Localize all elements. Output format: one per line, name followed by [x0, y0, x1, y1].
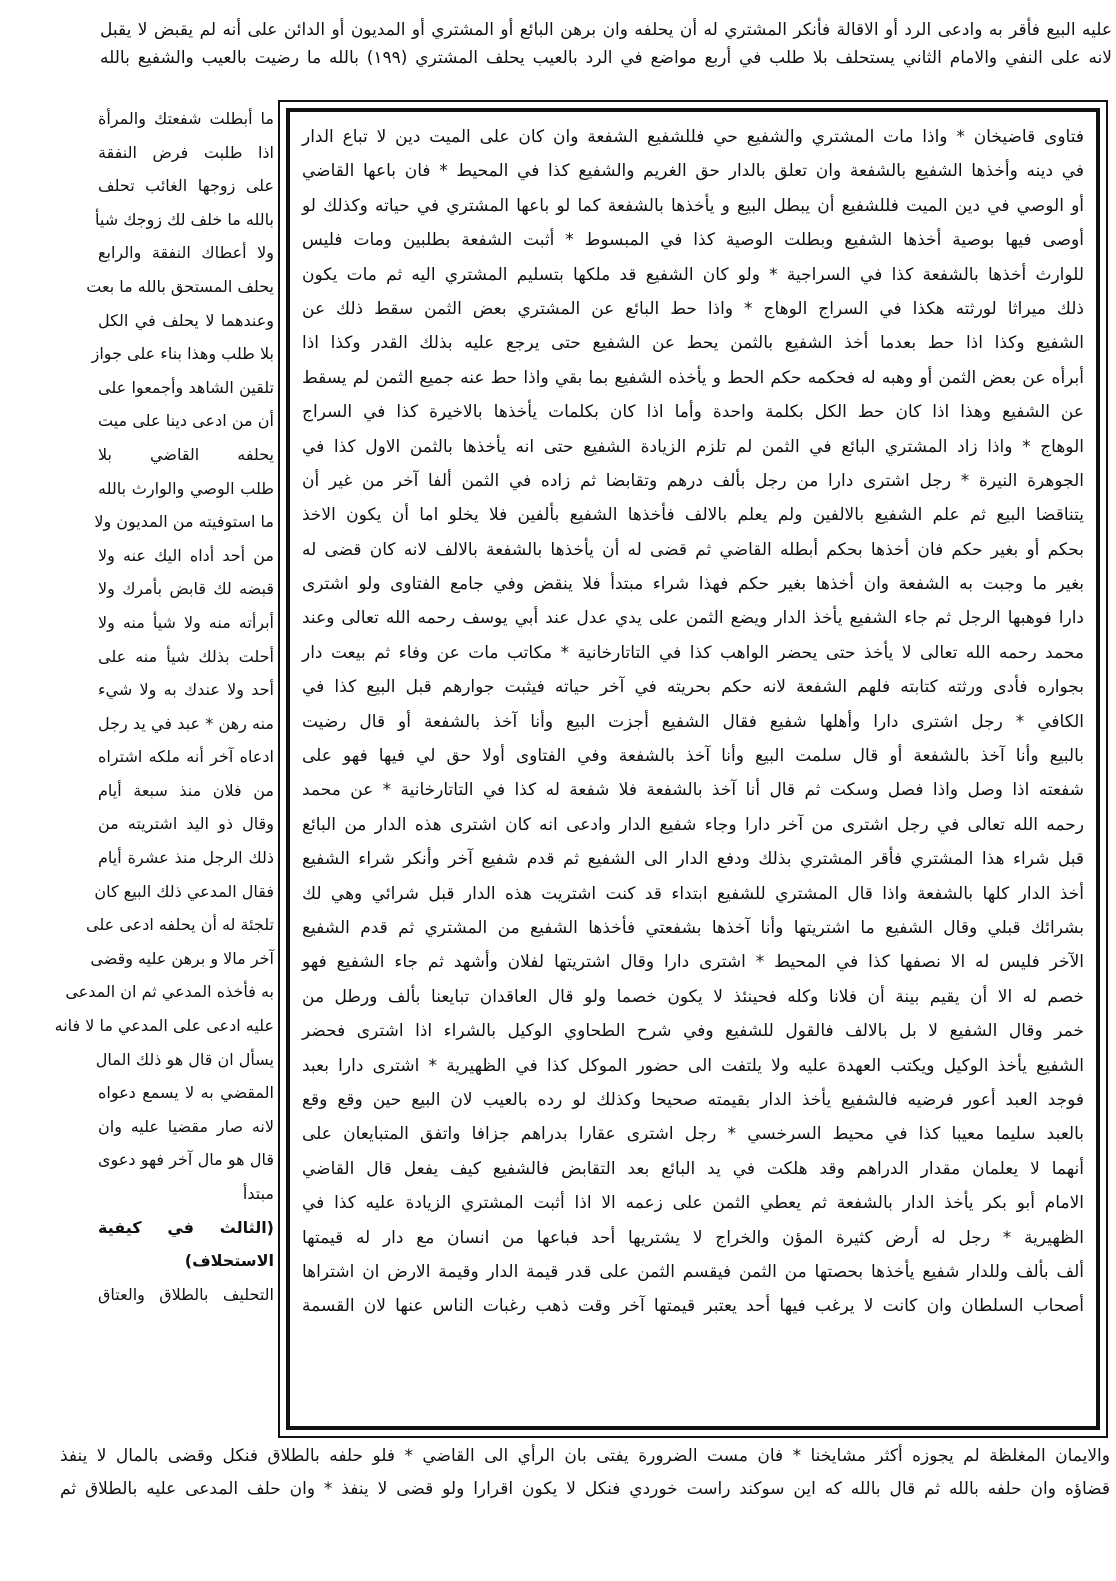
main-text-body — [302, 120, 1084, 1324]
main-text-line: رحمه الله تعالى في رجل اشترى من آخر دارا وجاء شفيع الدار وادعى انه كان اشترى هذه الدار من البائع — [302, 814, 1084, 835]
side-margin-line: أن من ادعى دينا على ميت — [98, 411, 274, 431]
side-margin-line: وقال ذو اليد اشتريته من — [98, 814, 274, 834]
main-text-line: أبرأه عن بعض الثمن أو وهبه له فحكمه حكم الحط و يأخذه الشفيع بما بقي واذا حط عنه جميع الثمن لم يسقط — [302, 367, 1084, 388]
side-margin-line: تلقين الشاهد وأجمعوا على — [98, 377, 274, 397]
main-text-line: فوجد العبد أعور فرضيه فالشفيع يأخذ الدار بقيمته صحيحا وكذلك لو رده بالعيب لان البيع حين وقع وقع — [302, 1089, 1084, 1110]
bottom-margin-text — [60, 1440, 1110, 1506]
main-text-line: أصحاب السلطان وان كانت لا يرغب فيها أحد يعتبر قيمتها آخر وقت ذهب رغبات الناس عنها لان القسمة — [302, 1296, 1084, 1317]
top-margin-line: عليه البيع فأقر به وادعى الرد أو الاقالة فأنكر المشتري له أن يحلفه وان برهن البائع أو المشتري أو المديون أو الدائن على أنه لم يقبض لا يقبل — [100, 20, 1112, 40]
side-margin-line: وعندهما لا يحلف في الكل — [98, 310, 274, 330]
main-text-line: دارا فوهبها الرجل ثم جاء الشفيع يأخذ الدار ويضع الثمن على يدي عدل عند أبي يوسف رحمه الله تعالى وعند — [302, 608, 1084, 629]
main-text-line: فتاوى قاضيخان * واذا مات المشتري والشفيع حي فللشفيع الشفعة وان كان على الميت دين لا تباع الدار — [302, 127, 1084, 147]
main-text-line: أخذ الدار كلها بالشفعة واذا قال المشتري للشفيع ابتداء قد كنت اشتريت هذه الدار قبل شرائي وهي لك — [302, 883, 1084, 904]
side-margin-line: ذلك الرجل منذ عشرة أيام — [98, 848, 274, 868]
side-margin-line: فقال المدعي ذلك البيع كان — [94, 881, 274, 901]
side-margin-line: آخر مالا و برهن عليه وقضى — [90, 948, 274, 968]
main-text-line: بجواره فأدى ورثته كتابته فلهم الشفعة لانه حكم بحريته في آخر حياته فيثبت جوارهم قبل البيع كذا في — [302, 677, 1084, 698]
side-margin-text — [54, 102, 274, 1311]
side-margin-line: يحلفه القاضي بلا — [98, 444, 274, 464]
main-text-line: أو الوصي في دين الميت فللشفيع أن يبطل البيع و يأخذها بالشفعة كما لو باعها المشتري في حياته وكذلك لو — [302, 195, 1084, 216]
main-text-line: الآخر فليس له الا نصفها كذا في المحيط * اشترى دارا وقال اشتريتها لفلان وأشهد ثم جاء الشفيع فهو — [302, 952, 1084, 973]
side-margin-line: يحلف المستحق بالله ما بعت — [86, 276, 274, 296]
main-text-line: يتناقضا البيع ثم علم الشفيع بالالفين ولم يعلم بالالف فأخذها الشفيع بألفين فلا يخلو اما أن يكون الاخذ — [302, 505, 1084, 526]
bottom-margin-line: والايمان المغلظة لم يجوزه أكثر مشايخنا * فان مست الضرورة يفتى بان الرأي الى القاضي * فلو حلفه بالطلاق فنكل وقضى بالمال لا ينفذ — [60, 1446, 1110, 1466]
side-margin-line: منه رهن * عبد في يد رجل — [98, 713, 274, 733]
side-margin-line: عليه ادعى على المدعي ما لا فانه — [54, 1016, 274, 1036]
side-margin-line: ما استوفيته من المديون ولا — [94, 512, 274, 532]
side-margin-line: بلا طلب وهذا بناء على جواز — [91, 344, 274, 364]
side-margin-line: مبتدأ — [242, 1184, 274, 1203]
side-margin-line: قال هو مال آخر فهو دعوى — [98, 1150, 274, 1170]
main-text-line: في دينه وأخذها الشفيع بالشفعة وان تعلق بالدار حق الغريم والشفيع كذا في المحيط * فان باعها القاضي — [302, 161, 1084, 182]
main-text-line: بحكم أو بغير حكم فان أخذها بحكم أبطله القاضي ثم قضى له أن يأخذها بالشفعة بالالف لانه كان قضى له — [302, 539, 1084, 560]
main-text-line: الكافي * رجل اشترى دارا وأهلها شفيع فقال الشفيع أجزت البيع وأنا آخذ بالشفعة أو قال رضيت — [302, 711, 1084, 732]
top-margin-line: لانه على النفي والامام الثاني يستحلف بلا طلب في أربع مواضع في الرد بالعيب يحلف المشتري (١٩٩) بالله ما رضيت بالعيب والشفيع بالله — [100, 48, 1112, 68]
main-text-line: ألف بألف وللدار شفيع يأخذها بحصتها من الثمن فيقسم الثمن على قدر قيمة الدار وقيمة الارض ان اشتراها — [302, 1261, 1084, 1282]
side-margin-heading: (الثالث في كيفية — [98, 1217, 274, 1237]
main-text-line: ذلك ميراثا لورثته هكذا في السراج الوهاج * واذا حط البائع عن المشتري بعض الثمن سقط ذلك عن — [302, 298, 1084, 319]
side-margin-line: اذا طلبت فرض النفقة — [98, 142, 274, 162]
main-text-line: بالعبد سليما معيبا كذا في محيط السرخسي * رجل اشترى عقارا بدراهم جزافا واتفق المتبايعان على — [302, 1124, 1084, 1145]
side-margin-line: ولا أعطاك النفقة والرابع — [98, 243, 274, 263]
side-margin-line: التحليف بالطلاق والعتاق — [98, 1284, 274, 1304]
main-text-line: الشفيع وكذا اذا حط بعدما أخذ الشفيع بالثمن يحط عن الشفيع حتى يرجع عليه بذلك القدر وكذا اذا — [302, 333, 1084, 354]
main-text-line: الوهاج * واذا زاد المشتري البائع في الثمن لم تلزم الزيادة الشفيع حتى انه يأخذها بالثمن الاول كذا في — [302, 436, 1084, 457]
main-text-frame-inner — [286, 108, 1100, 1430]
main-text-line: الامام أبو بكر يأخذ الدار بالشفعة ثم يعطي الثمن على زعمه الا اذا أثبت المشتري الزيادة عليه كذا في — [302, 1193, 1084, 1214]
main-text-line: بشرائك قبلي وقال الشفيع ما اشتريتها وأنا آخذها بشفعتي فأخذها الشفيع من المشتري ثم قدم الشفيع — [302, 917, 1084, 938]
side-margin-line: ما أبطلت شفعتك والمرأة — [98, 109, 274, 128]
side-margin-line: تلجئة له أن يحلفه ادعى على — [86, 915, 274, 935]
main-text-line: أنهما لا يعلمان مقدار الدراهم وقد هلكت في يد البائع بعد التقابض فالشفيع كيف يفعل قال القاضي — [302, 1158, 1084, 1179]
main-text-line: الجوهرة النيرة * رجل اشترى دارا من رجل بألف درهم وتقابضا ثم زاده في الثمن ألفا آخر من غير أن — [302, 470, 1084, 491]
main-text-line: خمر وقال الشفيع لا بل بالالف فالقول للشفيع وفي شرح الطحاوي الوكيل بالشراء اذا اشترى فحضر — [302, 1021, 1084, 1042]
side-margin-line: أحد ولا عندك به ولا شيء — [98, 680, 274, 700]
side-margin-line: من أحد أداه اليك عنه ولا — [98, 545, 274, 565]
side-margin-heading: الاستحلاف) — [184, 1251, 274, 1271]
main-text-line: عن الشفيع وهذا اذا كان حط الكل بكلمة واحدة وأما اذا كان بكلمات يأخذها بالاخيرة كذا في السراج — [302, 402, 1084, 423]
main-text-line: بالبيع وأنا آخذ بالشفعة أو قال سلمت البيع وأنا آخذ بالشفعة وفي الفتاوى أولا حق لي فيها فهو على — [302, 746, 1084, 767]
main-text-line: بغير ما وجبت به الشفعة وان أخذها بغير حكم فهذا شراء مبتدأ فلا ينقض وفي جامع الفتاوى ولو اشترى — [302, 574, 1084, 595]
side-margin-line: يسأل ان قال هو ذلك المال — [95, 1049, 274, 1069]
main-text-line: محمد رحمه الله تعالى لا يأخذ حتى يحضر الواهب كذا في التاتارخانية * مكاتب مات عن وفاء ثم بيعت دار — [302, 642, 1084, 663]
main-text-line: قبل شراء هذا المشتري فأقر المشتري بذلك ودفع الدار الى الشفيع ثم قدم شفيع آخر وأنكر شراء الشفيع — [302, 849, 1084, 870]
side-margin-line: المقضي به لا يسمع دعواه — [98, 1083, 274, 1103]
top-margin-text — [100, 16, 1112, 72]
side-margin-line: بالله ما خلف لك زوجك شيأ — [95, 209, 274, 229]
main-text-line: الشفيع يأخذ الوكيل ويكتب العهدة عليه ولا يلتفت الى حضور الموكل كذا في الظهيرية * اشترى دارا بعبد — [302, 1055, 1084, 1076]
side-margin-line: أبرأته منه ولا شيأ منه ولا — [98, 612, 274, 632]
main-text-frame-outer — [278, 100, 1108, 1438]
main-text-line: شفعته اذا وصل واذا فصل وسكت ثم قال أنا آخذ بالشفعة فلا شفعة له كذا في التاتارخانية * عن محمد — [302, 780, 1084, 801]
side-margin-line: به فأخذه المدعي ثم ان المدعى — [65, 982, 274, 1002]
main-text-line: للوارث أخذها بالشفعة كذا في السراجية * ولو كان الشفيع قد ملكها بتسليم المشتري اليه ثم مات يكون — [302, 264, 1084, 285]
side-margin-line: أحلت بذلك شيأ منه على — [98, 646, 274, 666]
side-margin-line: لانه صار مقضيا عليه وان — [98, 1116, 274, 1136]
main-text-line: خصم له الا أن يقيم بينة أن فلانا وكله فحينئذ لا يكون خصما ولو قال العاقدان تبايعنا بألف ورطل من — [302, 986, 1084, 1007]
main-text-line: الظهيرية * رجل له أرض كثيرة المؤن والخراج لا يشتريها أحد فباعها من انسان مع دار له قيمتها — [302, 1227, 1084, 1248]
side-margin-line: قبضه لك قابض بأمرك ولا — [98, 579, 274, 599]
side-margin-line: من فلان منذ سبعة أيام — [98, 780, 274, 800]
side-margin-line: على زوجها الغائب تحلف — [98, 176, 274, 196]
side-margin-line: طلب الوصي والوارث بالله — [98, 478, 274, 498]
bottom-margin-line: قضاؤه وان حلفه بالله ثم قال بالله كه اين سوكند راست خوردي فنكل لا يكون اقرارا ولو قضى لا ينفذ * وان حلف المدعى عليه بالطلاق ثم — [60, 1479, 1110, 1499]
side-margin-line: ادعاه آخر أنه ملكه اشتراه — [98, 747, 274, 767]
main-text-line: أوصى فيها بوصية أخذها الشفيع وبطلت الوصية كذا في المبسوط * أثبت الشفعة بطلبين ومات فليس — [302, 230, 1084, 251]
